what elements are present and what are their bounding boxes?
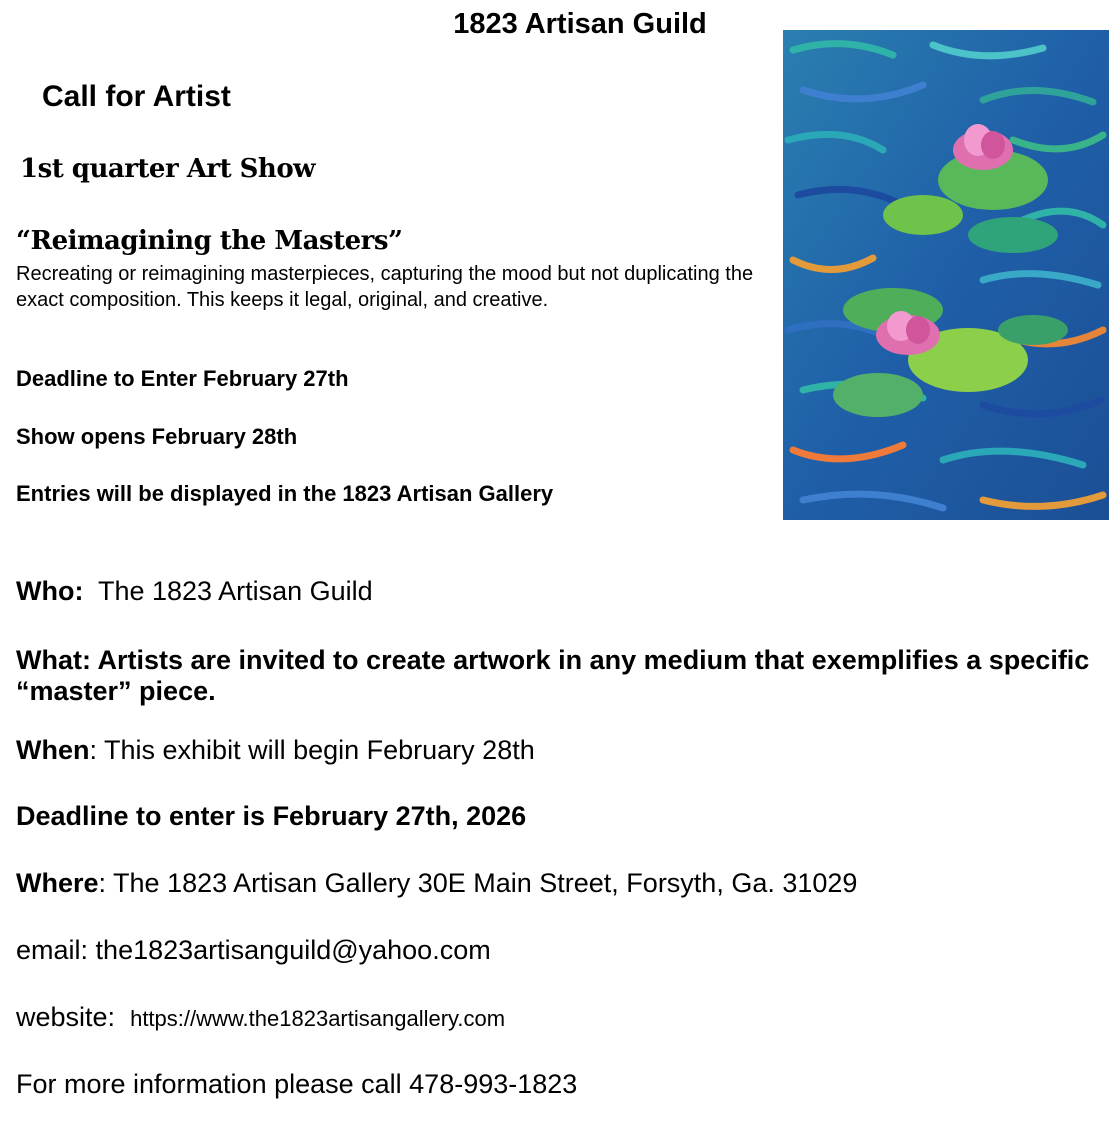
what-line [16,645,1116,707]
who-line [16,576,373,607]
where-label: Where [16,868,99,898]
email-label: email: [16,935,89,965]
email-line [16,935,491,966]
who-value: The 1823 Artisan Guild [97,576,373,606]
deadline-line: Deadline to enter is February 27th, 2026 [16,801,527,831]
quarter-heading: 1st quarter Art Show [20,154,316,184]
who-label: Who: [16,576,84,606]
what-value: Artists are invited to create artwork in any medium that exemplifies a specific “master” piece. [16,645,1090,706]
page-title: 1823 Artisan Guild [453,8,707,40]
when-line [16,735,535,766]
show-title: “Reimagining the Masters” [16,226,403,256]
where-line [16,868,857,899]
email-link[interactable]: the1823artisanguild@yahoo.com [95,935,491,965]
call-heading: Call for Artist [42,80,231,113]
show-description: Recreating or reimagining masterpieces, capturing the mood but not duplicating the exact composition. This keeps it legal, original, and creative. [16,263,754,311]
when-label: When [16,735,90,765]
where-value: : The 1823 Artisan Gallery 30E Main Street, Forsyth, Ga. 31029 [98,868,858,898]
contact-phone-line: For more information please call 478-993-1823 [16,1069,578,1099]
website-link[interactable]: https://www.the1823artisangallery.com [130,1006,506,1031]
website-label: website: [16,1002,116,1032]
entries-summary: Entries will be displayed in the 1823 Artisan Gallery [16,481,554,506]
when-value: : This exhibit will begin February 28th [89,735,535,765]
water-lilies-painting [783,30,1109,520]
website-line [16,1002,505,1033]
deadline-summary: Deadline to Enter February 27th [16,366,349,391]
opens-summary: Show opens February 28th [16,424,298,449]
what-label: What: [16,645,91,675]
